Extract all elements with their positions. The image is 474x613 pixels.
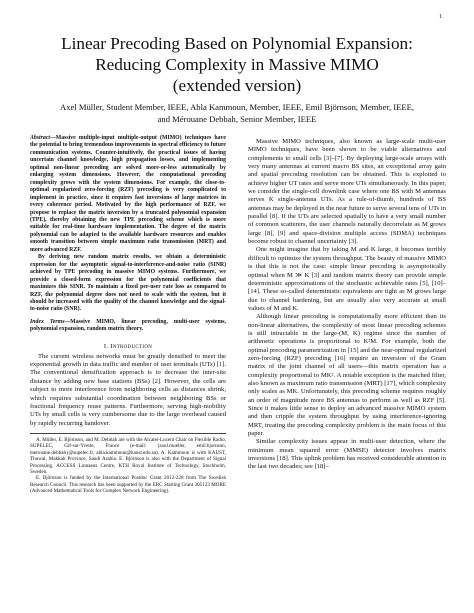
intro-paragraph-1: The current wireless networks must be greatly densified to meet the exponential growth in data traffic and number of user terminals (UTs) [1]. The conventional densification approach is to decrease the inter-site distance by adding new base stations (BSs) [2]. However, the cells are subject to more interference from neighboring cells as distances shrink, which requires substantial coordination between neighboring BSs or fractional frequency reuse patterns. Furthermore, serving high-mobility UTs by small cells is very cumbersome due to the large overhead caused by rapidly recurring handover. [30, 352, 226, 427]
title-line-1: Linear Precoding Based on Polynomial Expansion: [61, 34, 413, 53]
index-terms [30, 319, 226, 334]
footnote-funding: E. Björnson is funded by the International Postdoc Grant 2012-228 from The Swedish Research Council. This research has been supported by the ERC Starting Grant 305123 MORE (Advanced Mathematical Tools for Complex Network Engineering). [30, 475, 226, 495]
footnote-affiliations: A. Müller, E. Björnson, and M. Debbah are with the Alcatel-Lucent Chair on Flexible Radio, SUPELEC, Gif-sur-Yvette, France (e-mail: {axel.mueller, emil.bjornson, merouane.debbah}@supelec.fr, abla.kammoun@kaust.edu.sa). A. Kammoun is with KAUST, Thuwal, Makkah Province, Saudi Arabia. E. Björnson is also with the Department of Signal Processing, ACCESS Linnaeus Centre, KTH Royal Institute of Technology, Stockholm, Sweden. [30, 436, 226, 475]
title-line-2: Reducing Complexity in Massive MIMO [95, 55, 379, 74]
right-paragraph-1: Massive MIMO techniques, also known as large-scale multi-user MIMO techniques, have been shown to be viable alternatives and complements to small cells [3]–[7]. By deploying large-scale arrays with very many antennas at current macro BS sites, an exceptional array gain and spatial precoding resolution can be obtained. This is exploited to achieve higher UT rates and serve more UTs simultaneously. In this paper, we consider the single-cell downlink case where one BS with M antennas serves K single-antenna UTs. As a rule-of-thumb, hundreds of BS antennas may be deployed in the near future to serve several tens of UTs in parallel [8]. If the UTs are selected spatially to have a very small number of common scatterers, the user channels naturally decorrelate as M grows large [8], [9] and space-division multiple access (SDMA) techniques become robust to channel uncertainty [3]. [248, 138, 447, 246]
footnote-divider [30, 433, 226, 434]
page-number: 1 [439, 14, 442, 20]
right-paragraph-3: Although linear precoding is computationally more efficient than its non-linear alternatives, the complexity of most linear precoding schemes is still intractable in the large-(M, K) regime since the number of arithmetic operations is proportional to K²M. For example, both the optimal precoding parametrization in [15] and the near-optimal regularized zero-forcing (RZF) precoding [16] require an inversion of the Gram matrix of the joint channel of all users—this matrix operation has a complexity proportional to MK². A notable exception is the matched filter, also known as maximum ratio transmission (MRT) [17], which complexity only scales as MK. Unfortunately, this precoding scheme requires roughly an order of magnitude more BS antennas to perform as well as RZF [5]. Since it makes little sense to deploy an advanced massive MIMO system and then cripple the system throughput by using interference-ignoring MRT, treating the precoding complexity problem is the main focus of this paper. [248, 313, 446, 438]
abstract-text: —Massive multiple-input multiple-output (MIMO) techniques have the potential to bring tremendous improvements in spectral efficiency to future communication systems. Counter-intuitively, the practical issues of having uncertain channel knowledge, high propagation losses, and implementing optimal non-linear precoding are solved more-or-less automatically by enlarging system dimensions. However, the computational precoding complexity grows with the system dimensions. For example, the close-to-optimal regularized zero-forcing (RZF) precoding is very complicated to implement in practice, since it requires fast inversions of large matrices in every coherence period. Motivated by the high performance of RZF, we propose to replace the matrix inversion by a truncated polynomial expansion (TPE), thereby obtaining the new TPE precoding scheme which is more suitable for real-time hardware implementation. The degree of the matrix polynomial can be adapted to the available hardware resources and enables smooth transition between simple maximum ratio transmission (MRT) and more advanced RZF. [30, 135, 226, 253]
right-column [248, 138, 446, 472]
left-column [30, 135, 226, 495]
right-paragraph-2: One might imagine that by taking M and K large, it becomes terribly difficult to optimize the system throughput. The beauty of massive MIMO is that this is not the case: simple linear precoding is asymptotically optimal when M ≫ K [3] and random matrix theory can provide simple deterministic approximations of the stochastic achievable rates [5], [10]–[14]. These so-called deterministic equivalents are tight as M grows large due to channel hardening, but are usually also very accurate at small values of M and K. [248, 246, 446, 312]
abstract-paragraph-2: By deriving new random matrix results, we obtain a deterministic expression for the asymptotic signal-to-interference-and-noise ratio (SINR) achieved by TPE precoding in massive MIMO systems. Furthermore, we provide a closed-form expression for the polynomial coefficients that maximizes this SINR. To maintain a fixed per-user rate loss as compared to RZF, the polynomial degree does not need to scale with the system, but it should be increased with the quality of the channel knowledge and the signal-to-noise ratio (SNR). [30, 254, 226, 313]
paper-title [20, 33, 454, 96]
authors-line-1: Axel Müller, Student Member, IEEE, Abla Kammoun, Member, IEEE, Emil Björnson, Member, IEEE, [60, 102, 414, 112]
authors-line-2: and Mérouane Debbah, Senior Member, IEEE [157, 114, 317, 124]
author-list [20, 101, 454, 125]
abstract-label: Abstract [30, 135, 50, 141]
title-line-3: (extended version) [172, 76, 302, 95]
right-paragraph-4: Similar complexity issues appear in multi-user detection, where the minimum mean squared error (MMSE) detector involves matrix inversions [18]. This uplink problem has received considerable attention in the last two decades; see [18]– [248, 438, 446, 471]
section-heading-introduction: I. Introduction [103, 342, 153, 350]
index-terms-text: —Massive MIMO, linear precoding, multi-user systems, polynomial expansion, random matrix theory. [30, 318, 226, 333]
abstract [30, 135, 226, 254]
index-terms-label: Index Terms [30, 318, 65, 325]
